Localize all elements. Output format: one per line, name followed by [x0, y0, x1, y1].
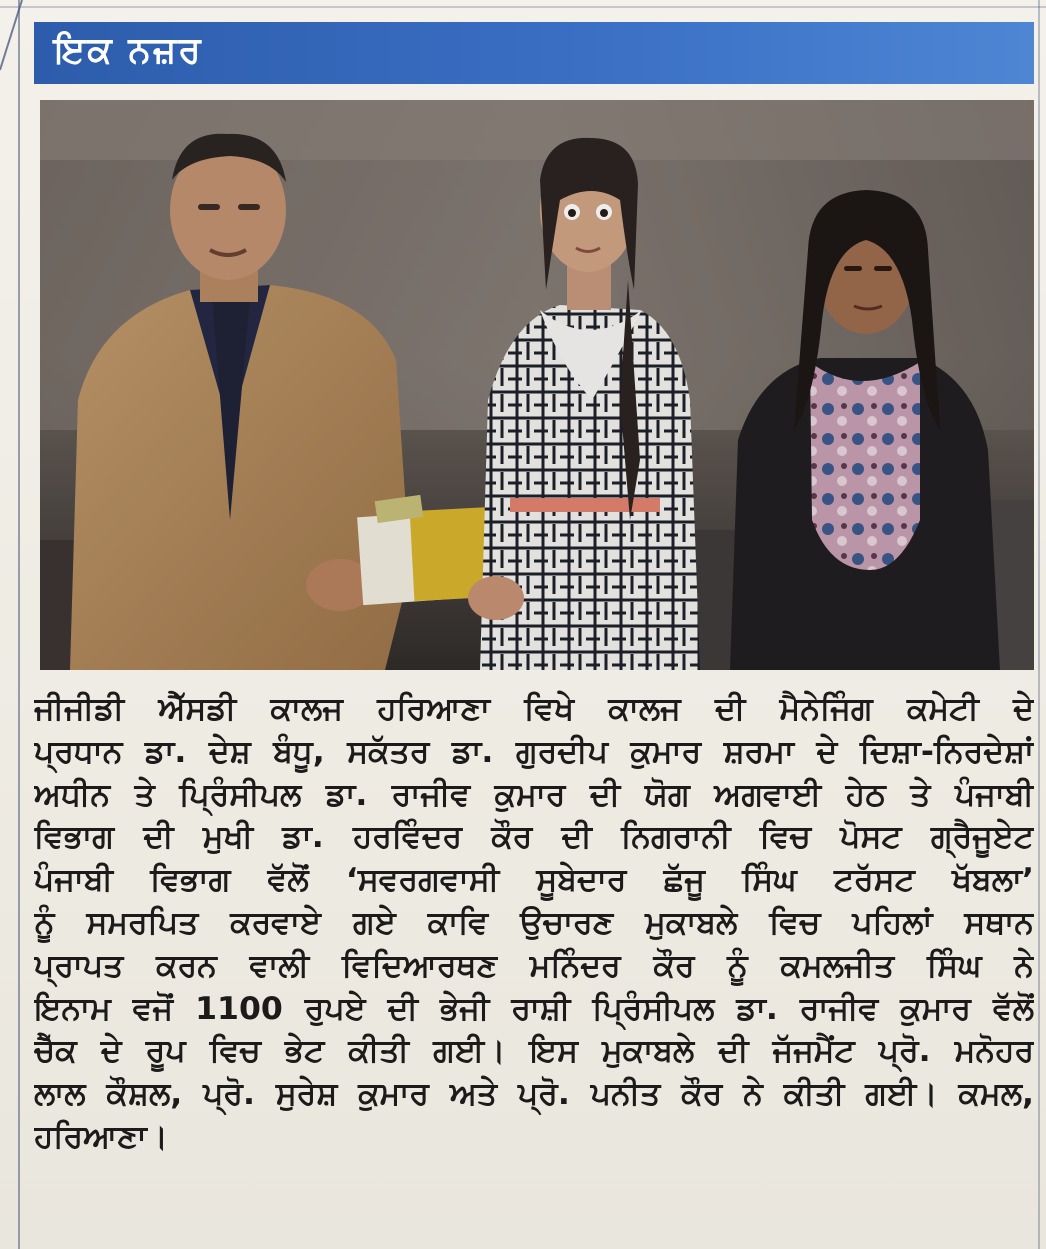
page-border-right	[1038, 0, 1040, 1249]
article-line-last: ਹਰਿਆਣਾ।	[34, 1118, 169, 1155]
article-line: ਪ੍ਰਾਪਤ ਕਰਨ ਵਾਲੀ ਵਿਦਿਆਰਥਣ ਮਨਿੰਦਰ ਕੌਰ ਨੂੰ ਕਮਲਜੀਤ ਸਿੰਘ ਨੇ	[34, 947, 1034, 984]
article-line: ਅਧੀਨ ਤੇ ਪ੍ਰਿੰਸੀਪਲ ਡਾ. ਰਾਜੀਵ ਕੁਮਾਰ ਦੀ ਯੋਗ ਅਗਵਾਈ ਹੇਠ ਤੇ ਪੰਜਾਬੀ	[34, 776, 1034, 813]
article-line: ਪੰਜਾਬੀ ਵਿਭਾਗ ਵੱਲੋਂ ‘ਸਵਰਗਵਾਸੀ ਸੂਬੇਦਾਰ ਛੱਜੂ ਸਿੰਘ ਟਰੱਸਟ ਖੱਬਲਾ’	[34, 862, 1034, 899]
section-title: ਇਕ ਨਜ਼ਰ	[54, 30, 203, 71]
article-line: ਵਿਭਾਗ ਦੀ ਮੁਖੀ ਡਾ. ਹਰਵਿੰਦਰ ਕੌਰ ਦੀ ਨਿਗਰਾਨੀ ਵਿਚ ਪੋਸਟ ਗ੍ਰੈਜੂਏਟ	[34, 819, 1034, 856]
article-line: ਪ੍ਰਧਾਨ ਡਾ. ਦੇਸ਼ ਬੰਧੂ, ਸਕੱਤਰ ਡਾ. ਗੁਰਦੀਪ ਕੁਮਾਰ ਸ਼ਰਮਾ ਦੇ ਦਿਸ਼ਾ-ਨਿਰਦੇਸ਼ਾਂ	[34, 733, 1034, 770]
article-line: ਜੀਜੀਡੀ ਐੱਸਡੀ ਕਾਲਜ ਹਰਿਆਣਾ ਵਿਖੇ ਕਾਲਜ ਦੀ ਮੈਨੇਜਿੰਗ ਕਮੇਟੀ ਦੇ	[34, 691, 1034, 727]
article-line: ਲਾਲ ਕੌਸ਼ਲ, ਪ੍ਰੋ. ਸੁਰੇਸ਼ ਕੁਮਾਰ ਅਤੇ ਪ੍ਰੋ. ਪਨੀਤ ਕੌਰ ਨੇ ਕੀਤੀ ਗਈ। ਕਮਲ,	[34, 1076, 1034, 1113]
page-border-left	[18, 0, 20, 1249]
article-body	[34, 688, 1034, 1159]
page-border-top	[0, 6, 1046, 8]
article-line: ਨੂੰ ਸਮਰਪਿਤ ਕਰਵਾਏ ਗਏ ਕਾਵਿ ਉਚਾਰਣ ਮੁਕਾਬਲੇ ਵਿਚ ਪਹਿਲਾਂ ਸਥਾਨ	[34, 904, 1034, 941]
section-header-band	[34, 22, 1034, 84]
news-photo	[40, 100, 1034, 670]
article-line: ਇਨਾਮ ਵਜੋਂ 1100 ਰੁਪਏ ਦੀ ਭੇਜੀ ਰਾਸ਼ੀ ਪ੍ਰਿੰਸੀਪਲ ਡਾ. ਰਾਜੀਵ ਕੁਮਾਰ ਵੱਲੋਂ	[34, 990, 1034, 1027]
photo-illustration	[40, 100, 1034, 670]
article-line: ਚੈੱਕ ਦੇ ਰੂਪ ਵਿਚ ਭੇਟ ਕੀਤੀ ਗਈ। ਇਸ ਮੁਕਾਬਲੇ ਦੀ ਜੱਜਮੈਂਟ ਪ੍ਰੋ. ਮਨੋਹਰ	[34, 1033, 1034, 1070]
